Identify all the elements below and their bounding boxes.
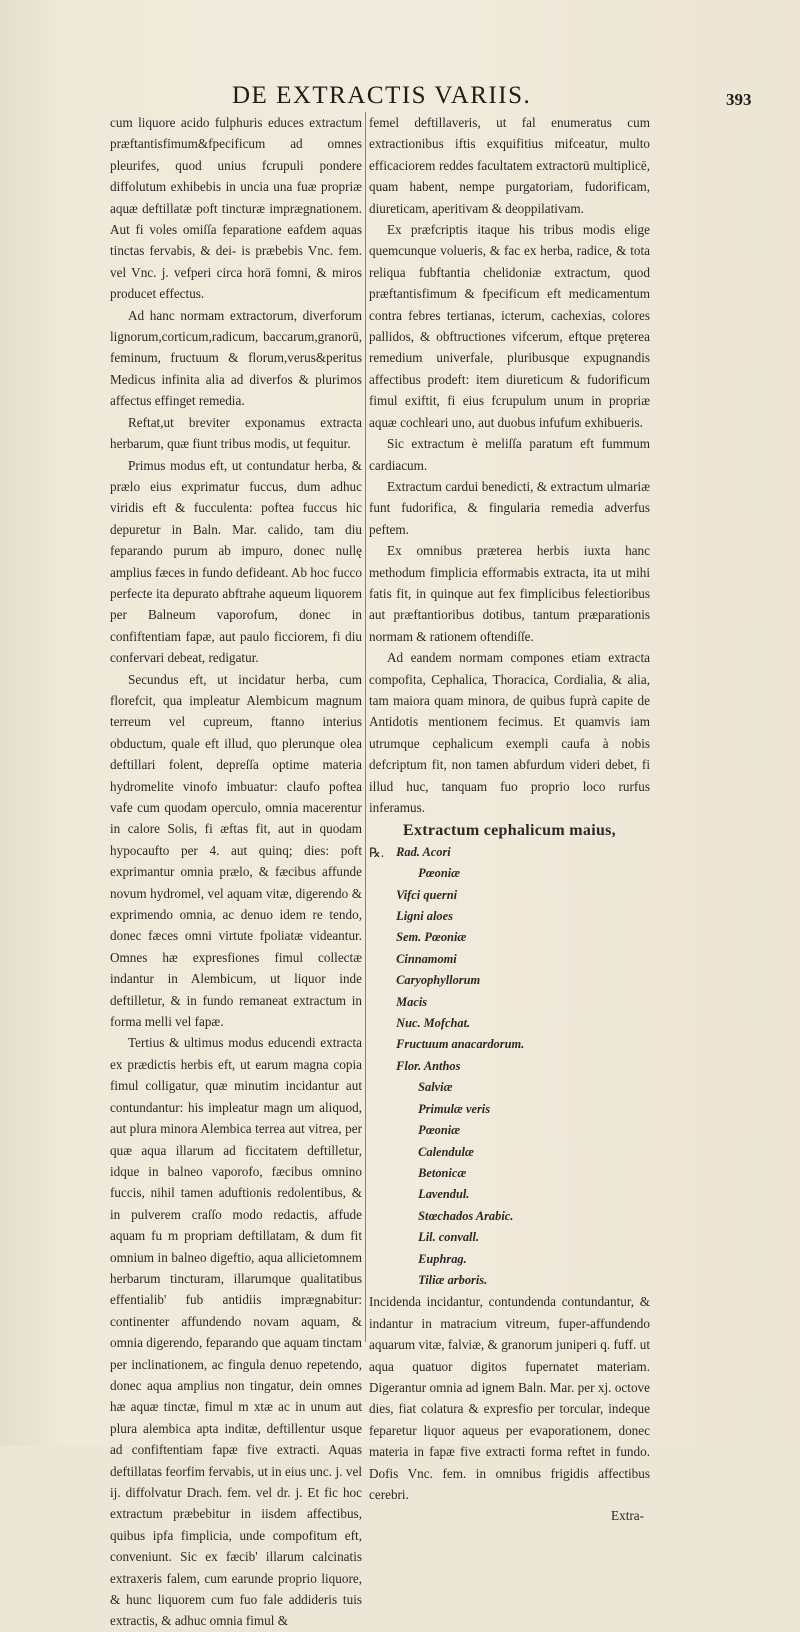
paragraph: Tertius & ultimus modus educendi extracta ex prædictis herbis eft, ut earum magna copia fimul colligatur, quæ minutim incidantur aut contundantur: his impleatur magn um aliquod, aut plura minora Alembica terrea aut vitrea, per quæ aqua illarum ad ficcitatem deftilletur, idque in balneo vaporofo, fæcibus omnino fuccis, nihil tamen aduftionis redolentibus, & in pulverem craſſo modo redactis, affude aquam fu m propriam deftillatam, & dum fit omnium in balneo digeftio, aqua allicietomnem herbarum tincturam, illarumque qualitatibus effentialib' fub antidiis imprægnabitur: continenter affundendo novam aquam, & omnia digerendo, feparando que aquam tinctam per inclinationem, ac fingula denuo repetendo, donec aqua amplius non tingatur, dein omnes hæ aquæ tinctæ, fimul m xtæ ac in unum aut plura alembica apta inditæ, deftillentur usque ad confiftentiam fapæ five extracti. Aquas deftillatas feorfim fervabis, ut in eius unc. j. vel ij. diffolvatur Drach. fem. vel dr. j. Et fic hoc extractum præbebitur in iisdem affectibus, quibus ipfa fimplicia, unde compofitum eft, conveniunt. Sic ex fæcib' illarum calcinatis extraxeris falem, cum earunde proprio liquore, & hunc liquorem cum fuo fale addideris tuis extractis, & adhuc omnia fimul & [110,1035,362,1629]
paragraph: Ad eandem normam compones etiam extracta compofita, Cephalica, Thoracica, Cordialia, & alia, tam maiora quam minora, de quibus fuprà capite de Antidotis mentionem fecimus. Et quamvis iam utrumque cephalicum exempli caufa à nobis defcriptum fit, non tamen abfurdum videri debet, fi illud huc, tanquam fuo proprio loco rurfus inferamus. [369,650,650,815]
left-column [110,112,362,1632]
page-number: 393 [726,90,752,109]
ingredient: Sem. Pœoniæ [396,930,467,945]
ingredient: Vifci querni [396,887,458,902]
ingredient: Salviæ [418,1080,453,1095]
paragraph: femel deftillaveris, ut fal enumeratus cum extractionibus iftis exquifitius mifceatur, multo efficaciorem reddes facultatem extractorū multiplicē, quam habent, nempe purgatoriam, fudorificam, diureticam, aperitivam & deoppilativam. [369,115,650,216]
ingredient: Ligni aloes [396,909,453,924]
ingredient: Cinnamomi [396,951,457,966]
paragraph: Primus modus eft, ut contundatur herba, & prælo eius exprimatur fuccus, dum adhuc viridis eft & fucculenta: poftea fuccus hic depuretur in Baln. Mar. calido, tam diu feparando purum ab impuro, donec nullę amplius fæces in fundo defideant. Ab hoc fucco perfecte ita depurato abftrahe aqueum liquorem per Balneum vaporofum, donec in confiftentiam fapæ, aut paulo ficciorem, fi diu confervari debeat, redigatur. [110,457,362,666]
recipe-block [369,842,650,1292]
paragraph: cum liquore acido fulphuris educes extractum præftantisfimum&fpecificum ad omnes pleurifes, quod unius fcrupuli pondere diffolutum exhibebis in uncia una fuæ propriæ aquæ deftillatæ poft tincturæ imprægnationem. Aut fi voles omiſſa feparatione eafdem aquas tinctas fervabis, & dei- is præbebis Vnc. fem. vel Vnc. j. vefperi circa horā fomni, & miros producet effectus. [110,115,362,302]
ingredient: Nuc. Mofchat. [396,1016,471,1031]
ingredient: Stœchados Arabic. [418,1208,514,1223]
ingredient: Euphrag. [418,1251,467,1266]
ingredient: Caryophyllorum [396,973,481,988]
paragraph: Ex præfcriptis itaque his tribus modis elige quemcunque volueris, & fac ex herba, radice, & tota reliqua fubftantia chelidoniæ extractum, quod præftantisfimum & fpecificum eft medicamentum contra febres tertianas, icterum, cachexias, colores pallidos, & obftructiones vifcerum, eftque pręterea remedium univerfale, pluribusque expugnandis affectibus prodeft: item diureticum & fudorificum fimul exiftit, fi eius fcrupulum unum in propriæ aquæ cochleari uno, aut duobus infufum exhibueris. [369,222,650,430]
right-column [369,112,650,1527]
ingredient: Betonicæ [418,1165,467,1180]
ingredient: Fructuum anacardorum. [396,1037,525,1052]
ingredient: Lavendul. [418,1187,470,1202]
paragraph: Secundus eft, ut incidatur herba, cum florefcit, qua impleatur Alembicum magnum terreum vel cupreum, ftanno interius obductum, quale eft illud, quo plerunque olea deftillari folent, depreſſa optime materia hydromelite vinofo imbuatur: claufo poftea vafe cum quodam operculo, omnia macerentur in calore Solis, fi æftas fit, aut in quodam hypocaufto per 4. aut quinq; dies: poft exprimantur omnia prælo, & fæcibus affunde novum hydromel, vel aquam vitæ, digerendo & exprimendo omnia, ac denuo idem re tendo, donec fæces omni virtute fpoliatæ videantur. Omnes hæ expresfiones fimul collectæ indantur in Alembicum, ut liquor inde deftilletur, & in fundo remaneat extractum in forma melli vel fapæ. [110,671,362,1030]
paragraph: Sic extractum è meliſſa paratum eft fummum cardiacum. [369,436,650,473]
recipe-heading: Extractum cephalicum maius, [403,822,616,840]
ingredient: Rad. Acori [396,844,451,859]
ingredient: Pœoniæ [418,1123,461,1138]
paragraph: Extractum cardui benedicti, & extractum ulmariæ funt fudorifica, & fingularia remedia adverfus peftem. [369,478,650,537]
ingredient: Lil. convall. [418,1230,480,1245]
ingredient: Macis [396,994,428,1009]
ingredient: Tiliæ arboris. [418,1272,488,1287]
recipe-symbol: ℞. [369,844,385,860]
running-header [0,82,800,116]
paragraph: Ex omnibus præterea herbis iuxta hanc methodum fimplicia efformabis extracta, ita ut mihi fatis fit, in quinque aut fex fimplicibus feleɛtioribus aut præftantioribus dotibus, tantum præparationis normam & rationem oftendiſſe. [369,543,650,644]
ingredient: Pœoniæ [418,866,461,881]
ingredient: Calendulæ [418,1144,474,1159]
paragraph: Reftat,ut breviter exponamus extracta herbarum, quæ fiunt tribus modis, ut fequitur. [110,414,362,452]
paragraph: Ad hanc normam extractorum, diverforum lignorum,corticum,radicum, baccarum,granorū, feminum, fructuum & florum,verus&peritus Medicus infinita alia ad diverfos & plurimos affectus effinget remedia. [110,307,362,409]
column-divider [365,112,366,1342]
ingredient: Flor. Anthos [396,1058,461,1073]
page-title: DE EXTRACTIS VARIIS. [232,82,532,109]
paragraph: Incidenda incidantur, contundenda contundantur, & indantur in matracium vitreum, fuper-affundendo aquarum vitæ, falviæ, & granorum juniperi q. fuff. ut aqua quatuor digitos fupernatet materiam. Digerantur omnia ad ignem Baln. Mar. per xj. octove dies, fiat colatura & expresfio per torcular, indeque feparetur liquor aqueus per evaporationem, donec materia in fapæ five extracti forma reftet in fundo. Dofis Vnc. fem. in omnibus frigidis affectibus cerebri. [369,1294,650,1502]
ingredient: Primulæ veris [418,1101,491,1116]
catchword: Extra- [611,1508,644,1524]
ingredient-list [396,842,524,1292]
